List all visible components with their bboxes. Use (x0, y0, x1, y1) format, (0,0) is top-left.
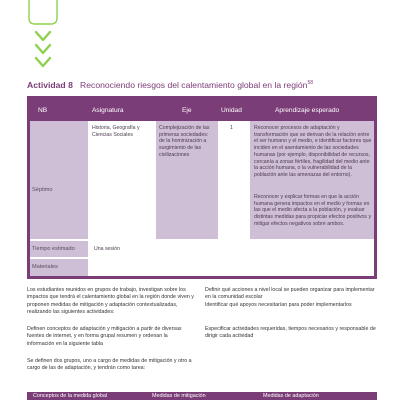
unidad-value: 1 (230, 125, 233, 131)
eje-value: Complejización de las primeras sociedades: de la hominización a surgimiento de las civilizaciones (159, 125, 210, 158)
nb-value: Séptimo (32, 187, 53, 193)
cell-nb (30, 121, 88, 239)
materiales-label: Materiales (32, 264, 58, 270)
header-aprendizaje: Aprendizaje esperado (275, 107, 340, 114)
left-paragraph-3: Se definen dos grupos, uno a cargo de medidas de mitigación y otro a cargo de las de adaptación, y tendrán como tarea: (27, 358, 192, 372)
table-header (30, 99, 374, 121)
cell-materiales-label (30, 259, 88, 276)
bottom-header-1: Conceptos de la medida global (33, 393, 108, 399)
tiempo-value: Una sesión (94, 246, 120, 252)
activity-number: Actividad 8 (27, 80, 73, 90)
right-paragraph-3: Especificar actividades requeridas, tiempos necesarios y responsable de dirigir cada actividad (205, 326, 376, 340)
checkmarks-logo-icon (28, 0, 58, 70)
asignatura-value: Historia, Geografía y Ciencias Sociales (92, 125, 140, 138)
bottom-table-header (27, 392, 377, 400)
right-paragraph-1: Definir qué acciones a nivel local se pueden organizar para implementar en la comunidad escolar (205, 287, 375, 301)
footnote-ref: 58 (307, 80, 314, 87)
activity-title-text: Reconociendo riesgos del calentamiento global en la región (80, 80, 308, 90)
cell-unidad (220, 121, 248, 239)
bottom-header-2: Medidas de mitigación (152, 393, 206, 399)
activity-table (27, 96, 377, 279)
right-paragraph-2: Identificar qué apoyos necesitarían para poder implementarlos (205, 302, 352, 308)
bottom-header-3: Medidas de adaptación (263, 393, 319, 399)
cell-asignatura (90, 121, 154, 239)
cell-eje (156, 121, 218, 239)
cell-aprendizaje (250, 121, 374, 239)
aprendizaje-paragraph-2: Reconocer y explicar formas en que la acción humana genera impactos en el medio y formas en las que el medio afecta a la población, y evaluar distintas medidas para propiciar efectos positivos y mitigar efectos negativos sobre ambos. (254, 194, 372, 227)
header-unidad: Unidad (221, 107, 242, 114)
left-paragraph-2: Definen conceptos de adaptación y mitigación a partir de diversas fuentes de internet, y en forma grupal resumen y ordenan la información en la siguiente tabla (27, 326, 182, 347)
left-paragraph-1: Los estudiantes reunidos en grupos de trabajo, investigan sobre los impactos que tendrá el calentamiento global en la región donde viven y proponen medidas de mitigación y adaptación contextualizadas, realizando las siguientes actividades: (27, 287, 194, 315)
activity-title (27, 80, 377, 90)
header-asignatura: Asignatura (92, 107, 124, 114)
aprendizaje-paragraph-1: Reconocer procesos de adaptación y transformación que se derivan de la relación entre el ser humano y el medio, e identificar factores que inciden en el asentamiento de las sociedades humanas (por ejemplo, disponibilidad de recursos, cercanía a zonas fértiles, fragilidad del medio ante la acción humana, o la vulnerabilidad de la población ante las amenazas del entorno). (254, 125, 372, 178)
tiempo-label: Tiempo estimado (32, 246, 75, 252)
header-nb: NB (38, 107, 48, 114)
header-eje: Eje (182, 107, 192, 114)
cell-tiempo-label (30, 241, 88, 257)
